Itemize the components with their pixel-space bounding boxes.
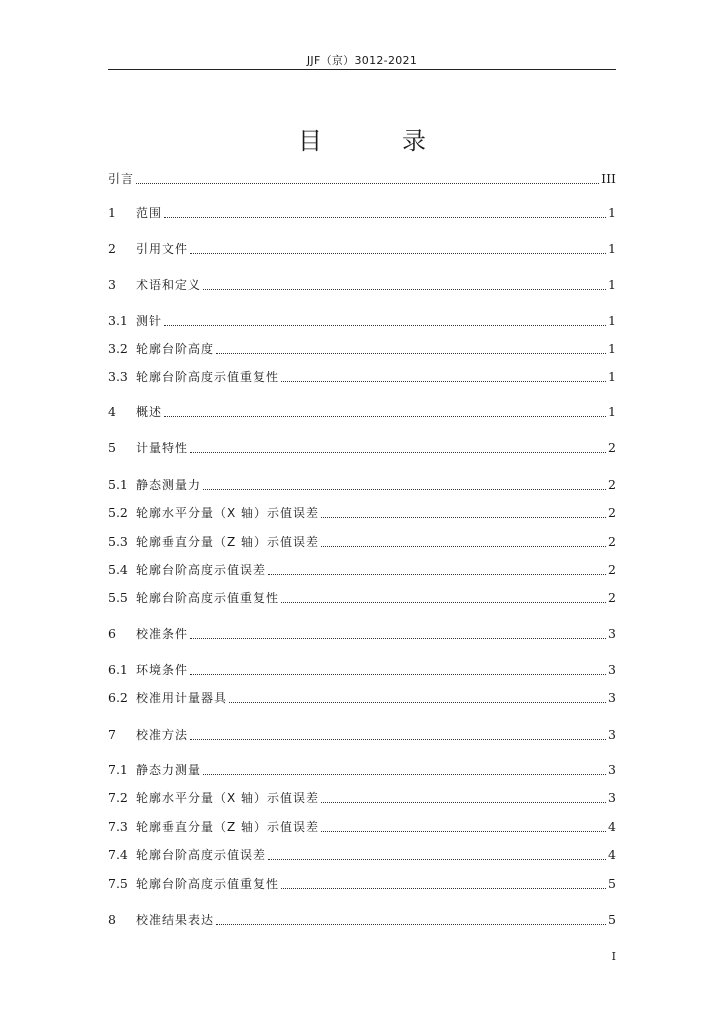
toc-entry-3[interactable] (108, 276, 616, 294)
toc-entry-8[interactable] (108, 911, 616, 929)
toc-entry-number: 3 (108, 277, 116, 292)
toc-leader-dots (190, 638, 606, 639)
toc-entry-page: 1 (608, 241, 616, 256)
toc-entry-page: 3 (608, 662, 616, 677)
toc-leader-dots (203, 289, 606, 290)
toc-entry-title: 引用文件 (136, 242, 189, 256)
toc-entry-title: 静态测量力 (136, 478, 202, 492)
toc-entry-3-3[interactable] (108, 368, 616, 386)
toc-entry-page: 2 (608, 562, 616, 577)
toc-entry-number: 3.3 (108, 369, 128, 384)
toc-entry-title: 静态力测量 (136, 763, 202, 777)
toc-entry-title: 范围 (136, 206, 163, 220)
toc-entry-page: 1 (608, 369, 616, 384)
toc-leader-dots (216, 924, 606, 925)
toc-leader-dots (164, 217, 606, 218)
toc-entry-page: 4 (608, 847, 616, 862)
toc-entry-4[interactable] (108, 403, 616, 421)
toc-leader-dots (281, 381, 606, 382)
toc-entry-intro[interactable] (108, 170, 616, 188)
toc-entry-3-1[interactable] (108, 312, 616, 330)
toc-entry-page: 3 (608, 727, 616, 742)
toc-entry-page: 2 (608, 505, 616, 520)
toc-entry-title: 轮廓台阶高度示值重复性 (136, 591, 280, 605)
toc-entry-page: 5 (608, 876, 616, 891)
toc-entry-page: 3 (608, 626, 616, 641)
toc-title: 目 录 (298, 127, 454, 155)
toc-entry-number: 2 (108, 241, 116, 256)
toc-entry-5-3[interactable] (108, 533, 616, 551)
toc-entry-7-1[interactable] (108, 761, 616, 779)
toc-leader-dots (164, 416, 606, 417)
toc-entry-number: 6.2 (108, 690, 128, 705)
toc-entry-page: III (601, 171, 616, 186)
toc-entry-1[interactable] (108, 204, 616, 222)
toc-entry-title: 轮廓台阶高度示值重复性 (136, 370, 280, 384)
toc-entry-number: 1 (108, 205, 116, 220)
toc-entry-number: 5.5 (108, 590, 128, 605)
toc-leader-dots (281, 602, 606, 603)
toc-entry-page: 3 (608, 690, 616, 705)
toc-entry-7-2[interactable] (108, 789, 616, 807)
toc-entry-6[interactable] (108, 625, 616, 643)
toc-leader-dots (321, 546, 606, 547)
toc-entry-title: 轮廓台阶高度示值误差 (136, 563, 267, 577)
toc-entry-title: 轮廓台阶高度 (136, 342, 215, 356)
toc-entry-page: 1 (608, 205, 616, 220)
toc-entry-title: 术语和定义 (136, 278, 202, 292)
toc-entry-number: 8 (108, 912, 116, 927)
toc-entry-title: 轮廓台阶高度示值重复性 (136, 877, 280, 891)
toc-entry-page: 2 (608, 440, 616, 455)
toc-entry-5-1[interactable] (108, 476, 616, 494)
toc-entry-title: 轮廓垂直分量（Z 轴）示值误差 (136, 535, 320, 549)
toc-leader-dots (321, 802, 606, 803)
toc-entry-page: 4 (608, 819, 616, 834)
toc-entry-title: 轮廓水平分量（X 轴）示值误差 (136, 791, 320, 805)
toc-entry-page: 3 (608, 790, 616, 805)
toc-entry-page: 3 (608, 762, 616, 777)
toc-leader-dots (190, 253, 606, 254)
toc-entry-page: 1 (608, 341, 616, 356)
toc-entry-3-2[interactable] (108, 340, 616, 358)
toc-entry-number: 7.5 (108, 876, 128, 891)
toc-entry-title: 校准结果表达 (136, 913, 215, 927)
toc-entry-number: 5.2 (108, 505, 128, 520)
toc-entry-number: 7.1 (108, 762, 128, 777)
page-number: I (611, 950, 616, 963)
toc-leader-dots (268, 859, 606, 860)
toc-leader-dots (216, 353, 606, 354)
toc-leader-dots (190, 452, 606, 453)
toc-leader-dots (136, 183, 599, 184)
toc-entry-7-4[interactable] (108, 846, 616, 864)
toc-entry-number: 5.4 (108, 562, 128, 577)
toc-entry-7-3[interactable] (108, 818, 616, 836)
toc-entry-title: 引言 (108, 172, 135, 186)
toc-leader-dots (229, 702, 606, 703)
toc-entry-2[interactable] (108, 240, 616, 258)
header-rule (108, 69, 616, 70)
toc-leader-dots (268, 574, 606, 575)
toc-entry-title: 轮廓台阶高度示值误差 (136, 848, 267, 862)
page-header: JJF（京）3012-2021 (306, 54, 418, 67)
toc-entry-5-2[interactable] (108, 504, 616, 522)
toc-entry-title: 环境条件 (136, 663, 189, 677)
toc-entry-6-2[interactable] (108, 689, 616, 707)
toc-entry-number: 4 (108, 404, 116, 419)
toc-entry-page: 1 (608, 404, 616, 419)
toc-entry-title: 概述 (136, 405, 163, 419)
toc-entry-page: 5 (608, 912, 616, 927)
toc-entry-page: 1 (608, 313, 616, 328)
toc-entry-5-5[interactable] (108, 589, 616, 607)
toc-entry-number: 7.4 (108, 847, 128, 862)
toc-entry-title: 计量特性 (136, 441, 189, 455)
toc-entry-number: 3.1 (108, 313, 128, 328)
toc-entry-page: 2 (608, 590, 616, 605)
toc-leader-dots (190, 739, 606, 740)
toc-entry-page: 2 (608, 534, 616, 549)
toc-entry-title: 校准用计量器具 (136, 691, 228, 705)
toc-entry-number: 7.2 (108, 790, 128, 805)
toc-entry-number: 7 (108, 727, 116, 742)
toc-entry-number: 5.3 (108, 534, 128, 549)
toc-entry-page: 2 (608, 477, 616, 492)
toc-leader-dots (321, 831, 606, 832)
toc-leader-dots (281, 888, 606, 889)
toc-entry-title: 轮廓垂直分量（Z 轴）示值误差 (136, 820, 320, 834)
toc-leader-dots (164, 325, 606, 326)
toc-entry-number: 3.2 (108, 341, 128, 356)
toc-entry-title: 校准条件 (136, 627, 189, 641)
toc-entry-6-1[interactable] (108, 661, 616, 679)
toc-entry-number: 5.1 (108, 477, 128, 492)
toc-entry-title: 校准方法 (136, 728, 189, 742)
toc-entry-number: 6.1 (108, 662, 128, 677)
toc-leader-dots (203, 774, 606, 775)
toc-entry-number: 5 (108, 440, 116, 455)
toc-entry-title: 轮廓水平分量（X 轴）示值误差 (136, 506, 320, 520)
toc-entry-5-4[interactable] (108, 561, 616, 579)
toc-leader-dots (190, 674, 606, 675)
toc-leader-dots (203, 489, 606, 490)
toc-entry-7-5[interactable] (108, 875, 616, 893)
toc-leader-dots (321, 517, 606, 518)
toc-entry-5[interactable] (108, 439, 616, 457)
toc-entry-title: 测针 (136, 314, 163, 328)
toc-entry-number: 7.3 (108, 819, 128, 834)
toc-entry-page: 1 (608, 277, 616, 292)
toc-entry-7[interactable] (108, 726, 616, 744)
toc-entry-number: 6 (108, 626, 116, 641)
